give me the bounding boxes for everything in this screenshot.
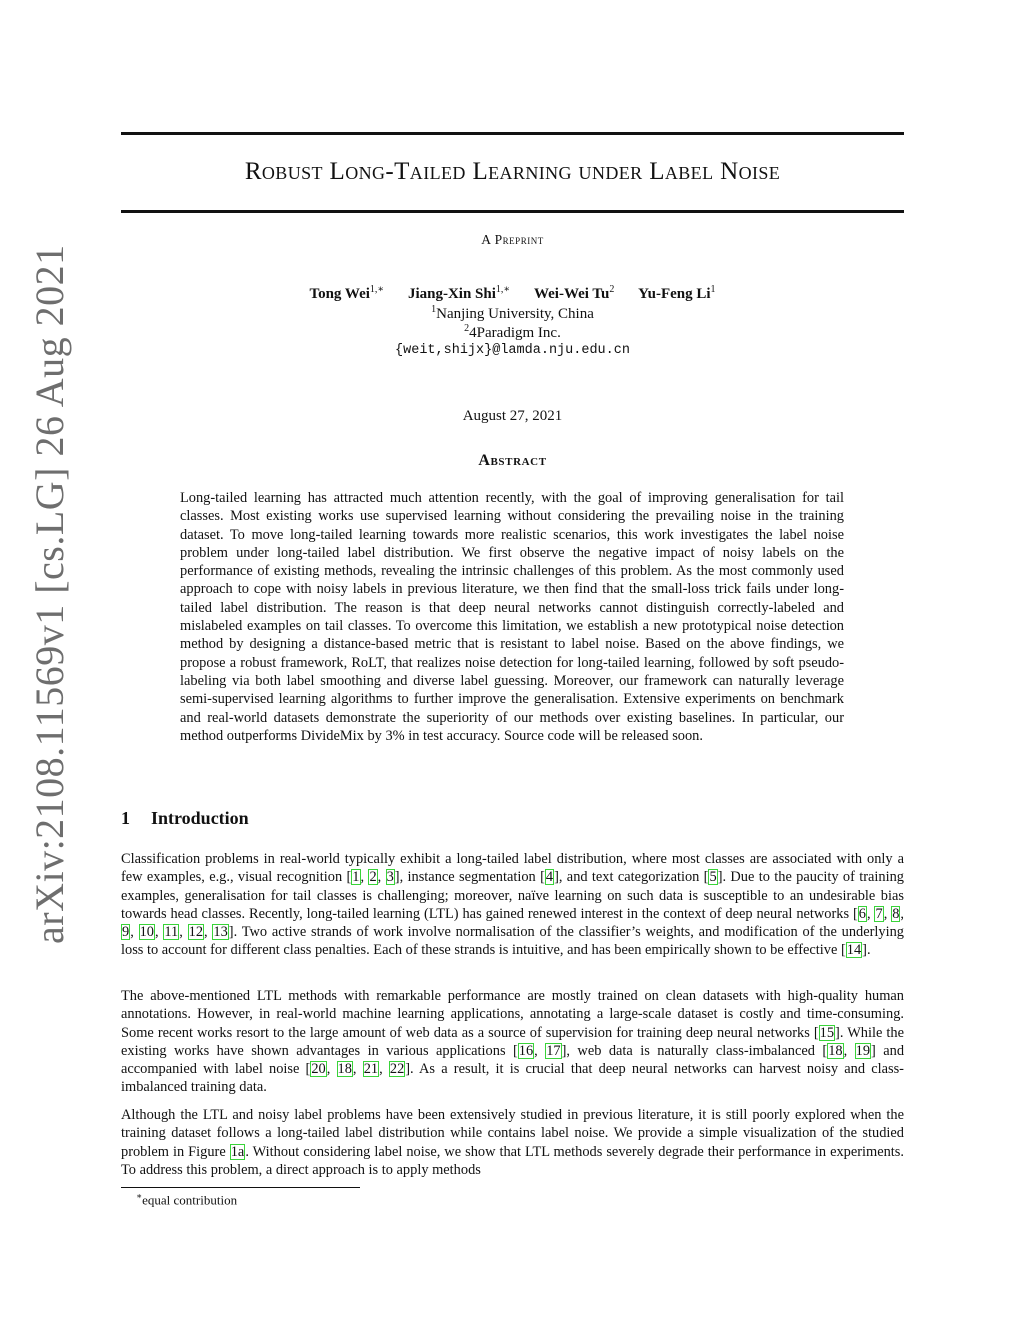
paper-title: Robust Long-Tailed Learning under Label Noise (244, 158, 781, 185)
author-name: Wei-Wei Tu (533, 286, 610, 302)
author-name: Tong Wei (309, 286, 370, 302)
citation-link[interactable]: 11 (164, 924, 179, 941)
author-marks: 2 (609, 284, 615, 295)
body-paragraph: Classification problems in real-world typically exhibit a long-tailed label distribution, where most classes are associated with only a few examples, e.g., visual recognition [1, 2, 3], instance segmentation [4], and text categorization [5]. Due to the paucity of training examples, generalisation for tail classes is challenging; moreover, naïve learning on such data is susceptible to an undesirable bias towards head classes. Recently, long-tailed learning (LTL) has gained renewed interest in the context of deep neural networks [6, 7, 8, 9, 10, 11, 12, 13]. Two active strands of work involve normalisation of the classifier’s weights, and modification of the underlying loss to account for different class penalties. Each of these strands is intuitive, and has been empirically shown to be effective [14]. (121, 851, 905, 959)
citation-link[interactable]: 8 (892, 905, 900, 922)
citation-link[interactable]: 18 (337, 1061, 352, 1078)
title-top-rule (121, 132, 904, 135)
arxiv-identifier-stamp: arXiv:2108.11569v1 [cs.LG] 26 Aug 2021 (27, 244, 72, 944)
author-marks: 1,∗ (495, 284, 511, 295)
footnote-mark: ∗ (136, 1191, 143, 1201)
body-paragraph: Although the LTL and noisy label problems have been extensively studied in previous literature, it is still poorly explored when the training dataset follows a long-tailed label distribution while contains label noise. We provide a simple visualization of the studied problem in Figure 1a. Without considering label noise, we show that LTL methods severely degrade their performance in experiments. To address this problem, a direct approach is to apply methods (121, 1107, 904, 1178)
author (309, 286, 384, 302)
citation-link[interactable]: 1 (352, 869, 360, 886)
citation-link[interactable]: 13 (213, 924, 228, 941)
abstract-heading: Abstract (478, 452, 547, 469)
affiliation-text: 4Paradigm Inc. (469, 325, 561, 341)
citation-link[interactable]: 6 (858, 905, 866, 922)
citation-link[interactable]: 12 (188, 924, 204, 941)
section-number: 1 (121, 808, 130, 828)
citation-link[interactable]: 3 (386, 869, 394, 886)
preprint-label: A Preprint (481, 232, 544, 247)
author-name: Yu-Feng Li (638, 286, 711, 302)
footnote-text: equal contribution (142, 1192, 238, 1208)
citation-link[interactable]: 17 (546, 1042, 561, 1059)
footnote-rule (121, 1187, 360, 1188)
citation-link[interactable]: 7 (875, 905, 883, 922)
citation-link[interactable]: 14 (846, 942, 862, 959)
author (534, 286, 614, 302)
citation-link[interactable]: 9 (122, 924, 130, 941)
affiliation-mark: 2 (464, 323, 470, 334)
abstract-text: Long-tailed learning has attracted much attention recently, with the goal of improving generalisation for tail classes. Most existing works use supervised learning without considering the prevailing noise in the training dataset. To move long-tailed learning towards more realistic scenarios, this work investigates the label noise problem under long-tailed label distribution. We first observe the negative impact of noisy labels on the performance of existing methods, revealing the intrinsic challenges of this problem. As the most commonly used approach to cope with noisy labels in previous literature, we then find that the small-loss trick fails under long-tailed label distribution. The reason is that deep neural networks cannot distinguish correctly-labeled and mislabeled examples on tail classes. To overcome this limitation, we establish a new prototypical noise detection method by designing a distance-based metric that is resistant to label noise. Based on the above findings, we propose a robust framework, RoLT, that realizes noise detection for long-tailed learning, followed by soft pseudo-labeling via both label smoothing and diverse label guessing. Moreover, our framework can naturally leverage semi-supervised learning algorithms to further improve the generalisation. Extensive experiments on benchmark and real-world datasets demonstrate the superiority of our methods over existing baselines. In particular, our method outperforms DivideMix by 3% in test accuracy. Source code will be released soon. (180, 490, 844, 744)
citation-link[interactable]: 21 (363, 1061, 379, 1078)
citation-link[interactable]: 20 (311, 1061, 326, 1078)
citation-link[interactable]: 4 (545, 869, 554, 886)
citation-link[interactable]: 15 (819, 1024, 835, 1041)
citation-link[interactable]: 10 (139, 924, 154, 941)
author-marks: 1,∗ (369, 284, 385, 295)
author (638, 286, 715, 302)
paper-date: August 27, 2021 (462, 408, 563, 424)
footnote (136, 1191, 237, 1208)
citation-link[interactable]: 16 (518, 1042, 534, 1059)
citation-link[interactable]: 19 (855, 1042, 871, 1059)
section-title: Introduction (151, 808, 249, 828)
citation-link[interactable]: 2 (369, 869, 377, 886)
affiliation-text: Nanjing University, China (436, 306, 594, 322)
author (408, 286, 510, 302)
author-list (121, 284, 904, 303)
author-marks: 1 (710, 284, 716, 295)
author-name: Jiang-Xin Shi (407, 286, 496, 302)
citation-link[interactable]: 18 (828, 1042, 843, 1059)
citation-link[interactable]: 5 (709, 869, 717, 886)
author-email: {weit,shijx}@lamda.nju.edu.cn (395, 343, 630, 358)
citation-link[interactable]: 22 (389, 1061, 405, 1078)
affiliation-mark: 1 (431, 304, 437, 315)
section-heading (121, 808, 249, 829)
title-bottom-rule (121, 210, 904, 213)
affiliation (121, 304, 904, 323)
body-paragraph: The above-mentioned LTL methods with remarkable performance are mostly trained on clean datasets with high-quality human annotations. However, in real-world machine learning applications, annotating a large-scale dataset is costly and time-consuming. Some recent works resort to the large amount of web data as a source of supervision for training deep neural networks [15]. While the existing works have shown advantages in various applications [16, 17], web data is naturally class-imbalanced [18, 19] and accompanied with label noise [20, 18, 21, 22]. As a result, it is crucial that deep neural networks can harvest noisy and class-imbalanced training data. (121, 988, 905, 1096)
citation-link[interactable]: 1a (230, 1143, 245, 1160)
affiliation (121, 323, 904, 342)
